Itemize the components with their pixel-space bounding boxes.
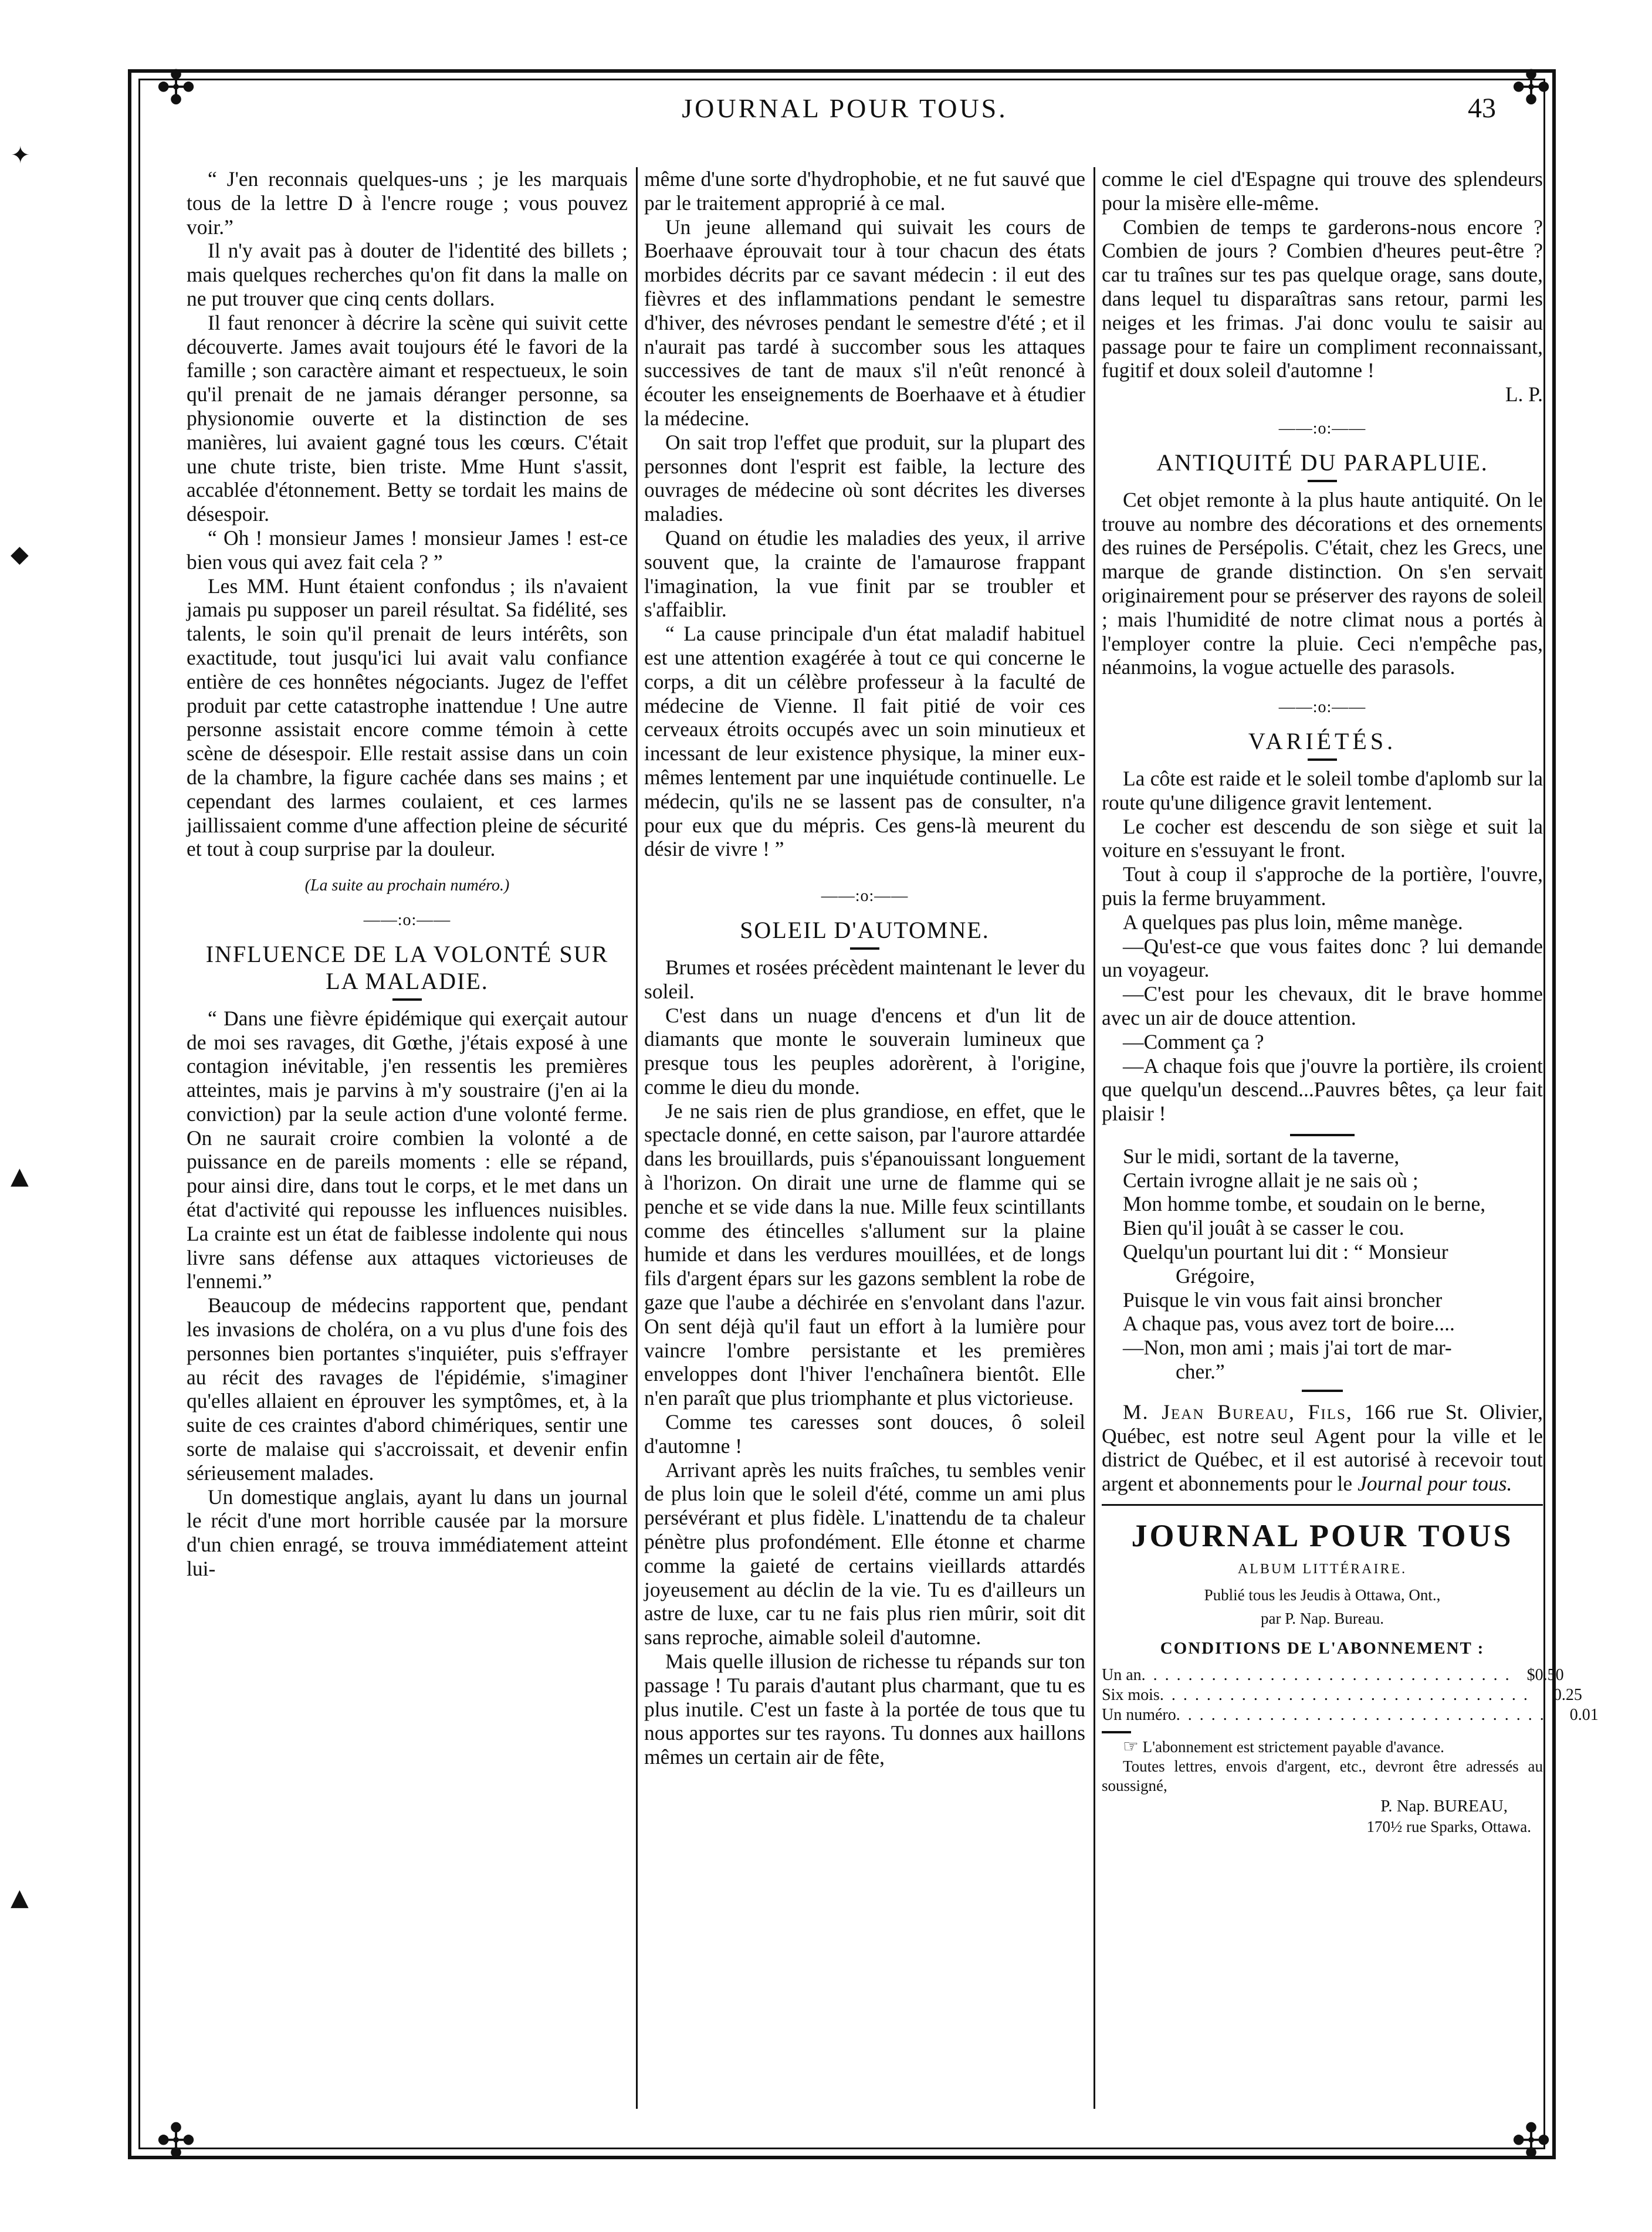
poem-line: A chaque pas, vous avez tort de boire....: [1123, 1312, 1455, 1336]
section-separator: ——:o:——: [1278, 419, 1366, 438]
subscription-notice: ☞ L'abonnement est strictement payable d'avance.: [1123, 1736, 1444, 1756]
running-title: JOURNAL POUR TOUS.: [682, 93, 1008, 123]
paragraph: même d'une sorte d'hydrophobie, et ne fut sauvé que par le traitement approprié à ce mal.: [644, 167, 1085, 215]
agent-journal: Journal pour tous.: [1358, 1472, 1512, 1496]
column-1: [187, 167, 628, 2109]
continued-note: (La suite au prochain numéro.): [304, 876, 510, 895]
article-title: SOLEIL D'AUTOMNE.: [740, 916, 990, 943]
section-separator: ——:o:——: [1278, 698, 1366, 717]
rate-label: Six mois: [1102, 1685, 1160, 1704]
paragraph: Je ne sais rien de plus grandiose, en effet, que le spectacle donné, en cette saison, par l'aurore attardée dans les brouillards, puis s'épanouissant longuement à l'horizon. On dirait une urne de flamme qui se penche et se vide dans la nue. Mille feux scintillants comme des étincelles s'allument sur la plaine humide et dans les verdures mouillées, et de longs fils d'argent épars sur les gazons semblent la robe de gaze que l'aube a déchirée en s'envolant dans l'azur. On sent déjà qu'il faut un effort à la lumière pour vaincre l'ombre persistante et les premières enveloppes dont l'hiver l'enchaînera bientôt. Elle n'en paraît que plus triomphante et plus victorieuse.: [644, 1099, 1085, 1410]
paragraph: Mais quelle illusion de richesse tu répands sur ton passage ! Tu parais d'autant plus charmant, que tu es plus inutile. C'est un faste à la portée de tous que tu nous apportes sur tes rayons. Tu donnes aux haillons mêmes un certain air de fête,: [644, 1650, 1085, 1769]
paragraph: Il faut renoncer à décrire la scène qui suivit cette découverte. James avait toujours été le favori de la famille ; son caractère aimant et respectueux, le soin qu'il prenait de ne jamais déranger personne, sa physionomie ouverte et la distinction de ses manières, lui avaient gagné tous les cœurs. C'était une chute triste, bien triste. Mme Hunt s'assit, accablée d'étonnement. Betty se tordait les mains de désespoir.: [187, 310, 628, 526]
title-rule: [1308, 758, 1337, 761]
agent-text: 166 rue St. Olivier, Québec, est notre seul Agent pour la ville et le district de Québec, et il est autorisé à recevoir tout argent et abonnements pour le: [1102, 1400, 1543, 1496]
column-rule: [1094, 167, 1095, 2109]
corner-ornament-bottom-left: ✣: [156, 2114, 196, 2168]
pointing-hand-icon: ☞: [1123, 1736, 1139, 1756]
paragraph: A quelques pas plus loin, même manège.: [1123, 910, 1463, 934]
corner-ornament-top-right: ✣: [1511, 60, 1551, 115]
leader-dots: . . . . . . . . . . . . . . . . . . . . . . . . . . . . . . . .: [1176, 1705, 1546, 1724]
paragraph: “ Dans une fièvre épidémique qui exerçait autour de moi ses ravages, dit Gœthe, j'étais exposé à une contagion inévitable, j'en ressentis les premières atteintes, mais je parvins à m'y soustraire (j'en ai la conviction) par la seule action d'une volonté ferme. On ne saurait croire combien la volonté a de puissance en de pareils moments : elle se répand, pour ainsi dire, dans tout le corps, et le met dans un état d'activité qui repousse les influences nuisibles. La crainte est un état de faiblesse indolente qui nous livre sans défense aux attaques victorieuses de l'ennemi.”: [187, 1006, 628, 1293]
paragraph: —Comment ça ?: [1123, 1029, 1264, 1054]
agent-notice: [1102, 1400, 1543, 1496]
paragraph: On sait trop l'effet que produit, sur la plupart des personnes dont l'esprit est faible, la lecture des ouvrages de médecine où sont décrites les diverses maladies.: [644, 430, 1085, 526]
paragraph: —C'est pour les chevaux, dit le brave homme avec un air de douce attention.: [1102, 982, 1543, 1029]
paragraph: Cet objet remonte à la plus haute antiquité. On le trouve au nombre des décorations et des ornements des ruines de Persépolis. C'était, chez les Grecs, une marque de grande distinction. On s'en servait originairement pour se préserver des rayons de soleil ; mais l'humidité de notre climat nous a portés à l'employer contre la pluie. Ceci n'empêche pas, néanmoins, la vogue actuelle des parasols.: [1102, 487, 1543, 679]
title-rule: [1102, 1731, 1131, 1733]
article-title: VARIÉTÉS.: [1248, 727, 1397, 754]
rate-row: [1102, 1685, 1582, 1705]
paragraph: comme le ciel d'Espagne qui trouve des splendeurs pour la misère elle-même.: [1102, 167, 1543, 215]
publisher-line: par P. Nap. Bureau.: [1261, 1609, 1384, 1627]
leader-dots: . . . . . . . . . . . . . . . . . . . . . . . . . . . . . . . .: [1141, 1665, 1511, 1684]
signature: L. P.: [1505, 382, 1543, 407]
paragraph: Un domestique anglais, ayant lu dans un journal le récit d'une mort horrible causée par la morsure d'un chien enragé, se trouva immédiatement atteint lui-: [187, 1485, 628, 1581]
rate-row: [1102, 1665, 1564, 1685]
poem-line: Certain ivrogne allait je ne sais où ;: [1123, 1168, 1419, 1192]
corner-ornament-bottom-right: ✣: [1511, 2114, 1551, 2168]
paragraph: “ La cause principale d'un état maladif habituel est une attention exagérée à tout ce qui concerne le corps, a dit un célèbre professeur à la faculté de médecine de Vienne. Il fait pitié de voir ces cerveaux étroits occupés avec un soin minutieux et incessant de leur existence physique, la miner eux-mêmes lentement par une inquiétude continuelle. Le médecin, qu'ils ne se lassent pas de consulter, n'a pour eux que du mépris. Ces gens-là meurent du désir de vivre ! ”: [644, 622, 1085, 861]
poem-line: Bien qu'il jouât à se casser le cou.: [1123, 1216, 1404, 1240]
poem-line: Mon homme tombe, et soudain on le berne,: [1123, 1192, 1486, 1216]
publisher-address: 170½ rue Sparks, Ottawa.: [1366, 1817, 1531, 1835]
agent-name: M. Jean Bureau, Fils,: [1123, 1400, 1353, 1424]
masthead-subtitle: ALBUM LITTÉRAIRE.: [1237, 1562, 1407, 1577]
paragraph: C'est dans un nuage d'encens et d'un lit de diamants que monte le souverain lumineux que presque tous les peuples adorèrent, à l'origine, comme le dieu du monde.: [644, 1003, 1085, 1099]
margin-mark-icon: ✦: [11, 142, 31, 169]
paragraph: Le cocher est descendu de son siège et suit la voiture en s'essuyant le front.: [1102, 814, 1543, 862]
paragraph: “ J'en reconnais quelques-uns ; je les marquais tous de la lettre D à l'encre rouge ; vous pouvez voir.”: [187, 167, 628, 239]
divider: [1302, 1390, 1343, 1392]
paragraph: La côte est raide et le soleil tombe d'aplomb sur la route qu'une diligence gravit lentement.: [1102, 766, 1543, 814]
page-number: 43: [1468, 93, 1496, 124]
paragraph: Les MM. Hunt étaient confondus ; ils n'avaient jamais pu supposer un pareil résultat. Sa fidélité, ses talents, le soin qu'il prenait de leurs intérêts, son exactitude, tout jusqu'ici lui avait valu confiance entière de ces honnêtes négociants. Jugez de l'effet produit par cette catastrophe inattendue ! Une autre personne assistait encore comme témoin à cette scène de désespoir. Elle restait assise dans un coin de la chambre, la figure cachée dans ses mains ; et cependant des larmes coulaient, et ces larmes jaillissaient comme d'une affection pleine de sécurité et tout à coup surprise par la douleur.: [187, 574, 628, 861]
publication-info: Publié tous les Jeudis à Ottawa, Ont.,: [1204, 1586, 1441, 1604]
corner-ornament-top-left: ✣: [156, 60, 196, 115]
poem-line: —Non, mon ami ; mais j'ai tort de mar-: [1123, 1336, 1452, 1360]
article-title: ANTIQUITÉ DU PARAPLUIE.: [1156, 449, 1488, 476]
rate-price: 0.01: [1569, 1705, 1599, 1724]
paragraph: “ Oh ! monsieur James ! monsieur James ! est-ce bien vous qui avez fait cela ? ”: [187, 526, 628, 574]
title-rule: [850, 947, 879, 950]
paragraph: Beaucoup de médecins rapportent que, pendant les invasions de choléra, on a vu plus d'une fois des personnes bien portantes s'inquiéter, puis s'effrayer au récit des ravages de l'épidémie, s'imaginer qu'elles allaient en éprouver les symptômes, et, à la suite de ces craintes d'abord chimériques, sentir une sorte de malaise qui s'accroissait, et devenir enfin sérieusement malades.: [187, 1293, 628, 1485]
rate-row: [1102, 1705, 1599, 1725]
poem-line: cher.”: [1176, 1360, 1225, 1384]
margin-mark-icon: ▲: [11, 1163, 29, 1190]
column-rule: [636, 167, 638, 2109]
rate-price: $0.50: [1526, 1665, 1564, 1684]
paragraph: Comme tes caresses sont douces, ô soleil d'automne !: [644, 1410, 1085, 1458]
divider: [1102, 1504, 1543, 1506]
leader-dots: . . . . . . . . . . . . . . . . . . . . . . . . . . . . . . . .: [1159, 1685, 1529, 1704]
poem-line: Puisque le vin vous fait ainsi broncher: [1123, 1288, 1443, 1312]
rate-label: Un numéro: [1102, 1705, 1176, 1724]
paragraph: Brumes et rosées précèdent maintenant le lever du soleil.: [644, 955, 1085, 1003]
divider: [1290, 1134, 1355, 1136]
column-2: [644, 167, 1085, 2109]
paragraph: Arrivant après les nuits fraîches, tu sembles venir de plus loin que le soleil d'été, comme un ami plus persévérant et plus fidèle. L'inattendu de ta chaleur pénètre plus profondément. Elle étonne et charme comme la gaieté de certains vieillards attardés joyeusement au déclin de la vie. Tu es d'ailleurs un astre de luxe, car tu ne fais plus rien mûrir, soit dit sans reproche, aimable soleil d'automne.: [644, 1458, 1085, 1650]
paragraph: —Qu'est-ce que vous faites donc ? lui demande un voyageur.: [1102, 934, 1543, 982]
running-head: [153, 88, 1537, 129]
article-title: INFLUENCE DE LA VOLONTÉ SUR LA MALADIE.: [205, 940, 609, 994]
paragraph: Tout à coup il s'approche de la portière, l'ouvre, puis la ferme bruyamment.: [1102, 862, 1543, 910]
rate-price: 0.25: [1553, 1685, 1582, 1704]
poem-line: Quelqu'un pourtant lui dit : “ Monsieur: [1123, 1240, 1448, 1264]
publisher-signature: P. Nap. BUREAU,: [1380, 1796, 1508, 1816]
paragraph: Un jeune allemand qui suivait les cours de Boerhaave éprouvait tour à tour chacun des états morbides décrits par ce savant médecin : il eut des fièvres et des inflammations pendant le semestre d'hiver, des névroses pendant le semestre d'été ; et il n'aurait pas tardé à succomber sous les attaques successives de tant de maux s'il n'eût renoncé à écouter les enseignements de Boerhaave et à étudier la médecine.: [644, 215, 1085, 430]
title-rule: [1308, 480, 1337, 482]
paragraph: Combien de temps te garderons-nous encore ? Combien de jours ? Combien d'heures peut-être ? car tu traînes sur tes pas quelque orage, sans doute, dans lequel tu disparaîtras sans retour, parmi les neiges et les frimas. J'ai donc voulu te saisir au passage pour te faire un compliment reconnaissant, fugitif et doux soleil d'automne !: [1102, 215, 1543, 382]
section-separator: ——:o:——: [821, 887, 909, 906]
poem-line: Sur le midi, sortant de la taverne,: [1123, 1144, 1400, 1168]
title-rule: [392, 998, 422, 1001]
letters-notice: Toutes lettres, envois d'argent, etc., devront être adressés au soussigné,: [1102, 1757, 1543, 1794]
margin-mark-icon: ▲: [11, 1884, 29, 1911]
paragraph: Il n'y avait pas à douter de l'identité des billets ; mais quelques recherches qu'on fit dans la malle on ne put trouver que cinq cents dollars.: [187, 239, 628, 310]
conditions-title: CONDITIONS DE L'ABONNEMENT :: [1160, 1638, 1485, 1658]
paragraph: —A chaque fois que j'ouvre la portière, ils croient que quelqu'un descend...Pauvres bêtes, ça leur fait plaisir !: [1102, 1054, 1543, 1126]
rate-label: Un an: [1102, 1665, 1142, 1684]
paragraph: Quand on étudie les maladies des yeux, il arrive souvent que, la crainte de l'amaurose frappant l'imagination, la vue finit par se troubler et s'affaiblir.: [644, 526, 1085, 622]
margin-mark-icon: ◆: [11, 541, 29, 568]
column-3: [1102, 167, 1599, 2109]
poem-line: Grégoire,: [1176, 1264, 1255, 1288]
masthead: JOURNAL POUR TOUS: [1131, 1518, 1514, 1554]
section-separator: ——:o:——: [363, 910, 451, 929]
